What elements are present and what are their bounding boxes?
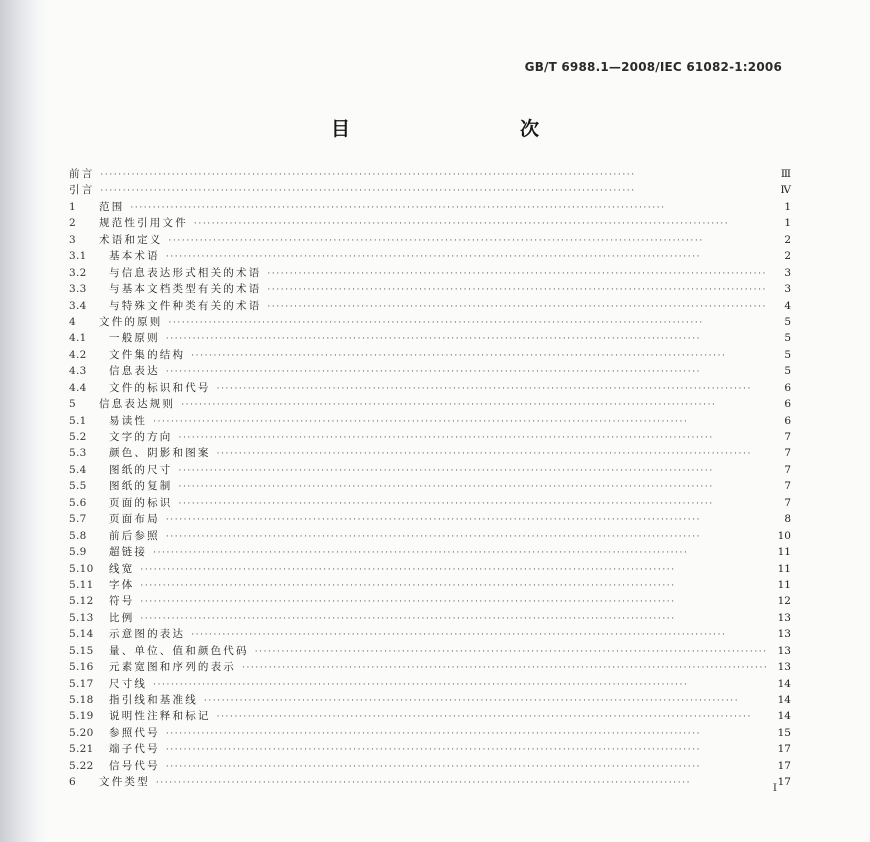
toc-entry-page: 13 (777, 611, 791, 624)
toc-entry (69, 248, 791, 264)
toc-entry (69, 741, 791, 757)
toc-leader-dots (166, 249, 767, 265)
toc-leader-dots (267, 299, 767, 315)
toc-leader-dots (191, 348, 767, 364)
toc-entry-number: 5.22 (69, 759, 94, 772)
toc-entry (69, 495, 791, 511)
toc-leader-dots (153, 677, 767, 693)
toc-entry-page: 15 (777, 726, 791, 739)
toc-entry (69, 445, 791, 461)
toc-leader-dots (166, 742, 767, 758)
toc-entry-number: 5.4 (69, 463, 87, 476)
toc-entry (69, 478, 791, 494)
toc-entry (69, 396, 791, 412)
toc-leader-dots (169, 315, 768, 331)
toc-entry-page: 7 (784, 463, 791, 476)
toc-entry (69, 561, 791, 577)
toc-entry-label: 字体 (109, 578, 135, 591)
toc-leader-dots (166, 759, 767, 775)
toc-entry-number: 3.2 (69, 266, 87, 279)
toc-leader-dots (217, 381, 767, 397)
toc-entry-number: 5.21 (69, 743, 94, 756)
toc-leader-dots (179, 479, 768, 495)
toc-entry-page: 4 (784, 299, 791, 312)
toc-entry-label: 与特殊文件种类有关的术语 (109, 299, 262, 312)
toc-entry (69, 643, 791, 659)
toc-entry-page: 10 (777, 529, 791, 542)
toc-entry-label: 规范性引用文件 (99, 217, 188, 230)
toc-entry-label: 文件的标识和代号 (109, 381, 211, 394)
toc-entry (69, 676, 791, 692)
standard-code: GB/T 6988.1—2008/IEC 61082-1:2006 (524, 60, 782, 74)
toc-entry (69, 215, 791, 231)
toc-leader-dots (169, 233, 768, 249)
toc-entry-label: 与信息表达形式相关的术语 (109, 266, 262, 279)
toc-entry (69, 758, 791, 774)
toc-entry-label: 颜色、阴影和图案 (109, 447, 211, 460)
toc-entry-number: 3.3 (69, 283, 87, 296)
toc-entry-page: 11 (777, 546, 791, 559)
toc-entry (69, 692, 791, 708)
toc-entry-label: 示意图的表达 (109, 628, 186, 641)
toc-entry-page: 5 (784, 315, 791, 328)
toc-leader-dots (166, 726, 767, 742)
toc-entry-label: 前后参照 (109, 529, 160, 542)
toc-entry-page: 6 (784, 398, 791, 411)
toc-entry-label: 参照代号 (109, 726, 160, 739)
toc-entry-label: 信息表达 (109, 365, 160, 378)
toc-entry-label: 元素宽图和序列的表示 (109, 661, 236, 674)
toc-leader-dots (204, 693, 767, 709)
toc-entry-page: 7 (784, 431, 791, 443)
toc-leader-dots (179, 463, 768, 479)
toc-entry-page: 17 (777, 776, 791, 789)
toc-entry (69, 232, 791, 248)
toc-entry-number: 5.7 (69, 513, 87, 526)
toc-entry-page: 12 (777, 595, 791, 608)
toc-leader-dots (255, 644, 767, 660)
toc-entry-number: 5.18 (69, 694, 94, 706)
toc-entry (69, 265, 791, 281)
toc-entry-page: 6 (784, 414, 791, 427)
toc-entry-label: 范围 (99, 200, 125, 213)
toc-leader-dots (153, 545, 767, 561)
toc-entry-page: 1 (784, 217, 791, 230)
toc-entry-number: 5.13 (69, 611, 94, 624)
toc-entry-number: 5.1 (69, 414, 87, 427)
toc-leader-dots (179, 430, 768, 446)
toc-entry-number: 5.15 (69, 644, 94, 657)
toc-entry (69, 462, 791, 478)
toc-entry (69, 659, 791, 675)
toc-leader-dots (140, 562, 767, 578)
toc-entry (69, 330, 791, 346)
toc-entry-page: 11 (777, 578, 791, 591)
toc-leader-dots (166, 512, 767, 528)
toc-entry-label: 易读性 (109, 414, 148, 427)
toc-entry-number: 5.10 (69, 562, 94, 575)
toc-entry (69, 298, 791, 314)
toc-entry-number: 3 (69, 233, 76, 246)
toc-entry-number: 5.14 (69, 628, 94, 641)
toc-entry-label: 页面布局 (109, 513, 160, 526)
toc-entry-page: 13 (777, 661, 791, 674)
toc-leader-dots (100, 167, 767, 183)
toc-entry-label: 文字的方向 (109, 431, 173, 443)
toc-leader-dots (166, 529, 767, 545)
toc-entry-number: 4.3 (69, 365, 87, 378)
toc-entry-number: 5.20 (69, 726, 94, 739)
toc-leader-dots (156, 775, 767, 791)
toc-entry-label: 线宽 (109, 562, 135, 575)
toc-entry-page: 3 (784, 266, 791, 279)
toc-entry-page: 14 (777, 694, 791, 706)
toc-entry (69, 544, 791, 560)
toc-entry-page: 6 (784, 381, 791, 394)
toc-entry-number: 4.2 (69, 348, 87, 361)
toc-entry (69, 528, 791, 544)
toc-entry-label: 说明性注释和标记 (109, 710, 211, 723)
toc-entry-page: 1 (784, 200, 791, 213)
toc-entry-label: 指引线和基准线 (109, 694, 198, 706)
toc-entry-label: 端子代号 (109, 743, 160, 756)
toc-leader-dots (153, 414, 767, 430)
toc-leader-dots (181, 397, 767, 413)
toc-entry-page: 5 (784, 348, 791, 361)
toc-entry-label: 基本术语 (109, 250, 160, 263)
toc-entry-number: 5.9 (69, 546, 87, 559)
toc-entry-page: 7 (784, 480, 791, 493)
toc-entry (69, 511, 791, 527)
toc-entry (69, 166, 791, 182)
toc-entry (69, 380, 791, 396)
toc-entry (69, 413, 791, 429)
toc-entry-number: 2 (69, 217, 76, 230)
toc-entry-number: 1 (69, 200, 76, 213)
toc-leader-dots (166, 331, 767, 347)
toc-entry-page: 14 (777, 677, 791, 690)
toc-leader-dots (140, 594, 767, 610)
toc-entry (69, 577, 791, 593)
toc-entry-page: 13 (777, 628, 791, 641)
toc-entry (69, 429, 791, 445)
toc-entry-page: Ⅲ (780, 168, 791, 180)
toc-leader-dots (130, 200, 767, 216)
toc-entry-page: 3 (784, 283, 791, 296)
toc-entry-number: 3.4 (69, 299, 87, 312)
toc-entry-page: 8 (784, 513, 791, 526)
toc-entry-page: 7 (784, 447, 791, 460)
toc-entry-label: 比例 (109, 611, 135, 624)
toc-entry-number: 5.2 (69, 431, 87, 443)
toc-leader-dots (179, 496, 768, 512)
toc-entry (69, 774, 791, 790)
toc-entry-label: 文件的原则 (99, 315, 163, 328)
toc-entry-label: 量、单位、值和颜色代码 (109, 644, 249, 657)
toc-entry (69, 626, 791, 642)
toc-entry (69, 593, 791, 609)
toc-entry-page: 7 (784, 496, 791, 509)
toc-entry-label: 信息表达规则 (99, 398, 176, 411)
toc-leader-dots (194, 216, 767, 232)
toc-entry-number: 3.1 (69, 250, 87, 263)
toc-leader-dots (267, 282, 767, 298)
toc-entry (69, 610, 791, 626)
page-number: Ⅰ (772, 782, 777, 794)
toc-entry-page: 17 (777, 743, 791, 756)
toc-entry-page: 5 (784, 365, 791, 378)
toc-entry-number: 4 (69, 315, 76, 328)
toc-entry-page: 2 (784, 250, 791, 263)
toc-entry-number: 5.6 (69, 496, 87, 509)
toc-entry-label: 前言 (69, 168, 95, 180)
toc-entry-page: 13 (777, 644, 791, 657)
toc-entry-label: 超链接 (109, 546, 148, 559)
toc-entry (69, 199, 791, 215)
toc-entry-number: 5.11 (69, 578, 94, 591)
toc-entry-label: 一般原则 (109, 332, 160, 345)
toc-entry (69, 725, 791, 741)
toc-entry (69, 281, 791, 297)
toc-leader-dots (100, 183, 767, 199)
toc-entry-label: 文件集的结构 (109, 348, 186, 361)
toc-entry-label: 符号 (109, 595, 135, 608)
toc-entry-label: 页面的标识 (109, 496, 173, 509)
toc-entry-number: 5.17 (69, 677, 94, 690)
toc-entry-number: 6 (69, 776, 76, 789)
page-title: 目 次 (330, 118, 583, 140)
toc-leader-dots (217, 709, 767, 725)
toc-entry-number: 4.1 (69, 332, 87, 345)
toc-entry (69, 347, 791, 363)
toc-leader-dots (140, 578, 767, 594)
toc-leader-dots (140, 611, 767, 627)
toc-entry-number: 5 (69, 398, 76, 411)
toc-leader-dots (217, 446, 767, 462)
toc-entry-number: 5.19 (69, 710, 94, 723)
toc-entry-page: 5 (784, 332, 791, 345)
toc-entry-page: 11 (777, 562, 791, 575)
toc-entry-page: Ⅳ (780, 184, 791, 197)
toc-entry-label: 文件类型 (99, 776, 150, 789)
toc-entry (69, 363, 791, 379)
toc-entry-page: 14 (777, 710, 791, 723)
toc-entry-number: 5.8 (69, 529, 87, 542)
toc-entry (69, 314, 791, 330)
toc-entry-label: 引言 (69, 184, 95, 197)
table-of-contents (69, 166, 791, 791)
toc-leader-dots (267, 266, 767, 282)
toc-entry-number: 5.16 (69, 661, 94, 674)
toc-entry-label: 信号代号 (109, 759, 160, 772)
toc-entry-label: 图纸的复制 (109, 480, 173, 493)
toc-entry-label: 与基本文档类型有关的术语 (109, 283, 262, 296)
toc-entry-number: 5.5 (69, 480, 87, 493)
toc-entry-page: 17 (777, 759, 791, 772)
toc-entry (69, 182, 791, 198)
toc-leader-dots (166, 364, 767, 380)
toc-entry-label: 尺寸线 (109, 677, 148, 690)
toc-entry-page: 2 (784, 233, 791, 246)
toc-entry-label: 术语和定义 (99, 233, 163, 246)
toc-entry-number: 4.4 (69, 381, 87, 394)
toc-leader-dots (191, 627, 767, 643)
toc-entry-number: 5.12 (69, 595, 94, 608)
toc-leader-dots (242, 660, 767, 676)
toc-entry-label: 图纸的尺寸 (109, 463, 173, 476)
toc-entry (69, 708, 791, 724)
toc-entry-number: 5.3 (69, 447, 87, 460)
